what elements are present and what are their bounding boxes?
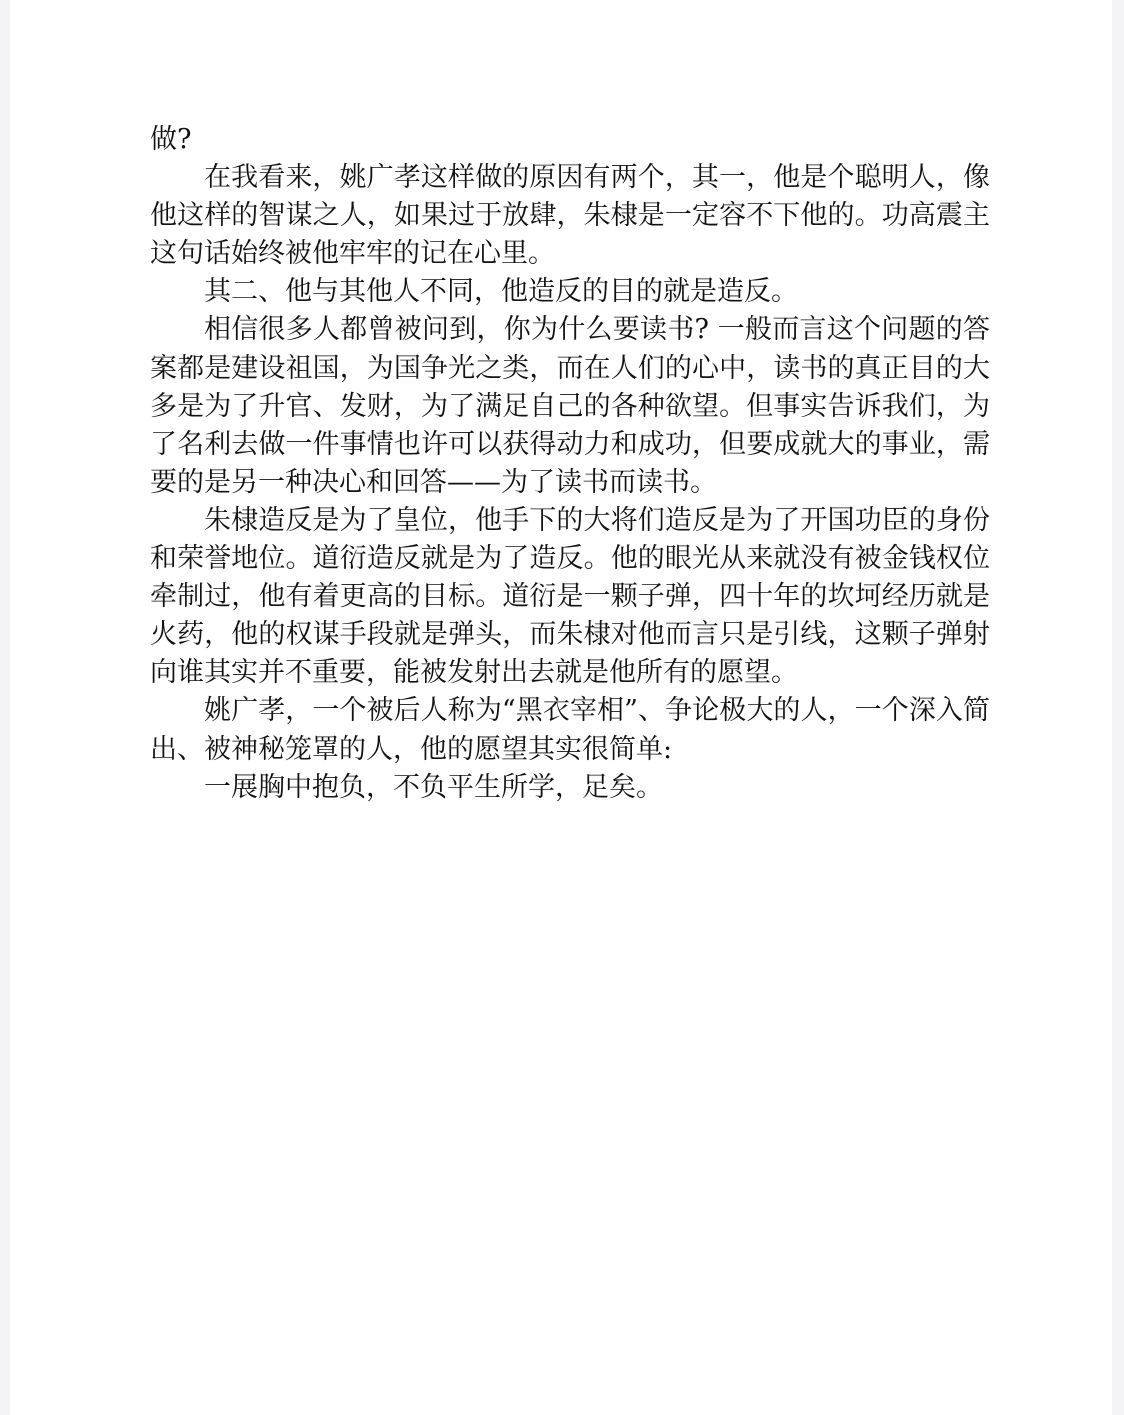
- paragraph: 相信很多人都曾被问到，你为什么要读书? 一般而言这个问题的答案都是建设祖国，为国争光之类，而在人们的心中，读书的真正目的大多是为了升官、发财，为了满足自己的各种欲望。但事实告诉我们，为了名利去做一件事情也许可以获得动力和成功，但要成就大的事业，需要的是另一种决心和回答——为了读书而读书。: [150, 314, 990, 498]
- paragraph: 姚广孝，一个被后人称为“黑衣宰相”、争论极大的人，一个深入简出、被神秘笼罩的人，他的愿望其实很简单:: [150, 695, 990, 765]
- document-page: [10, 0, 1112, 1415]
- paragraph: 一展胸中抱负，不负平生所学，足矣。: [204, 771, 663, 803]
- body-text: [150, 121, 990, 807]
- paragraph: 朱棣造反是为了皇位，他手下的大将们造反是为了开国功臣的身份和荣誉地位。道衍造反就是为了造反。他的眼光从来就没有被金钱权位牵制过，他有着更高的目标。道衍是一颗子弹，四十年的坎坷经历就是火药，他的权谋手段就是弹头，而朱棣对他而言只是引线，这颗子弹射向谁其实并不重要，能被发射出去就是他所有的愿望。: [150, 504, 990, 689]
- paragraph-continuation: 做?: [150, 124, 192, 155]
- paragraph: 在我看来，姚广孝这样做的原因有两个，其一，他是个聪明人，像他这样的智谋之人，如果过于放肆，朱棣是一定容不下他的。功高震主这句话始终被他牢牢的记在心里。: [150, 162, 990, 270]
- paragraph: 其二、他与其他人不同，他造反的目的就是造反。: [204, 276, 798, 308]
